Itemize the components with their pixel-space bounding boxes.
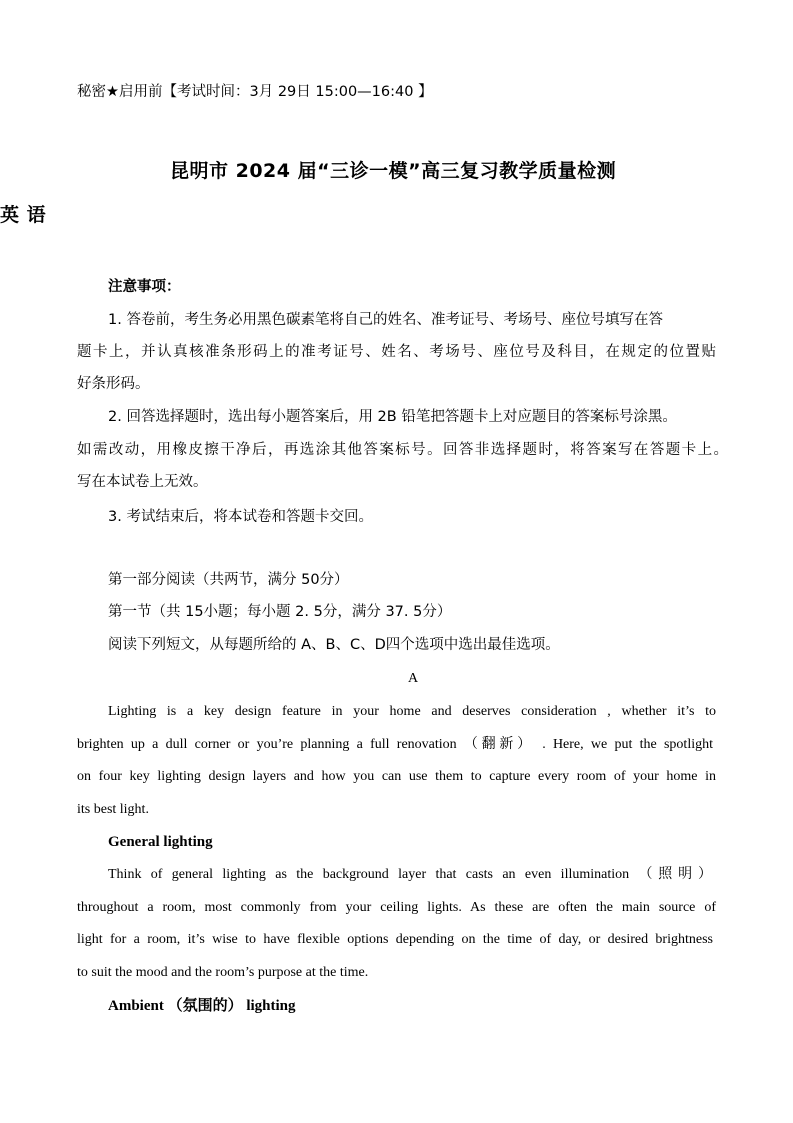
notice-line: 2. 回答选择题时，选出每小题答案后，用 2B 铅笔把答题卡上对应题目的答案标号涂黑。: [108, 409, 677, 425]
passage-line: to suit the mood and the room’s purpose at the time.: [77, 965, 369, 980]
passage-line: throughout a room, most commonly from your ceiling lights. As these are often the main source of: [77, 900, 716, 915]
section-sub-title: 第一节（共 15小题；每小题 2. 5分，满分 37. 5分）: [108, 604, 452, 620]
passage-line: its best light.: [77, 802, 149, 817]
confidential-header: 秘密★启用前【考试时间：3月 29日 15:00—16:40 】: [77, 84, 433, 100]
subject-title: 英 语: [0, 204, 47, 226]
passage-label: A: [407, 671, 419, 686]
notice-line: 3. 考试结束后，将本试卷和答题卡交回。: [108, 509, 373, 525]
ambient-lighting-heading: Ambient （氛围的） lighting: [108, 998, 296, 1014]
notice-line: 好条形码。: [77, 376, 150, 392]
section-instruction: 阅读下列短文，从每题所给的 A、B、C、D四个选项中选出最佳选项。: [108, 637, 560, 653]
page-title: 昆明市 2024 届“三诊一模”高三复习教学质量检测: [170, 160, 617, 182]
passage-line: Lighting is a key design feature in your home and deserves consideration , whether it’s to: [108, 704, 716, 719]
passage-line: Think of general lighting as the background layer that casts an even illumination （照明）: [108, 867, 712, 882]
passage-line: brighten up a dull corner or you’re planning a full renovation （翻新） . Here, we put the spotlight: [77, 737, 713, 752]
notice-line: 如需改动，用橡皮擦干净后，再选涂其他答案标号。回答非选择题时，将答案写在答题卡上。: [77, 442, 728, 458]
section-part-title: 第一部分阅读（共两节，满分 50分）: [108, 572, 349, 588]
notice-line: 写在本试卷上无效。: [77, 474, 208, 490]
general-lighting-heading: General lighting: [108, 834, 213, 850]
notice-line: 1. 答卷前，考生务必用黑色碳素笔将自己的姓名、准考证号、考场号、座位号填写在答: [108, 312, 663, 328]
passage-line: light for a room, it’s wise to have flexible options depending on the time of day, or desired brightness: [77, 932, 713, 947]
notice-line: 题卡上，并认真核准条形码上的准考证号、姓名、考场号、座位号及科目，在规定的位置贴: [77, 344, 716, 360]
passage-line: on four key lighting design layers and how you can use them to capture every room of your home in: [77, 769, 716, 784]
notice-heading: 注意事项：: [108, 279, 181, 295]
